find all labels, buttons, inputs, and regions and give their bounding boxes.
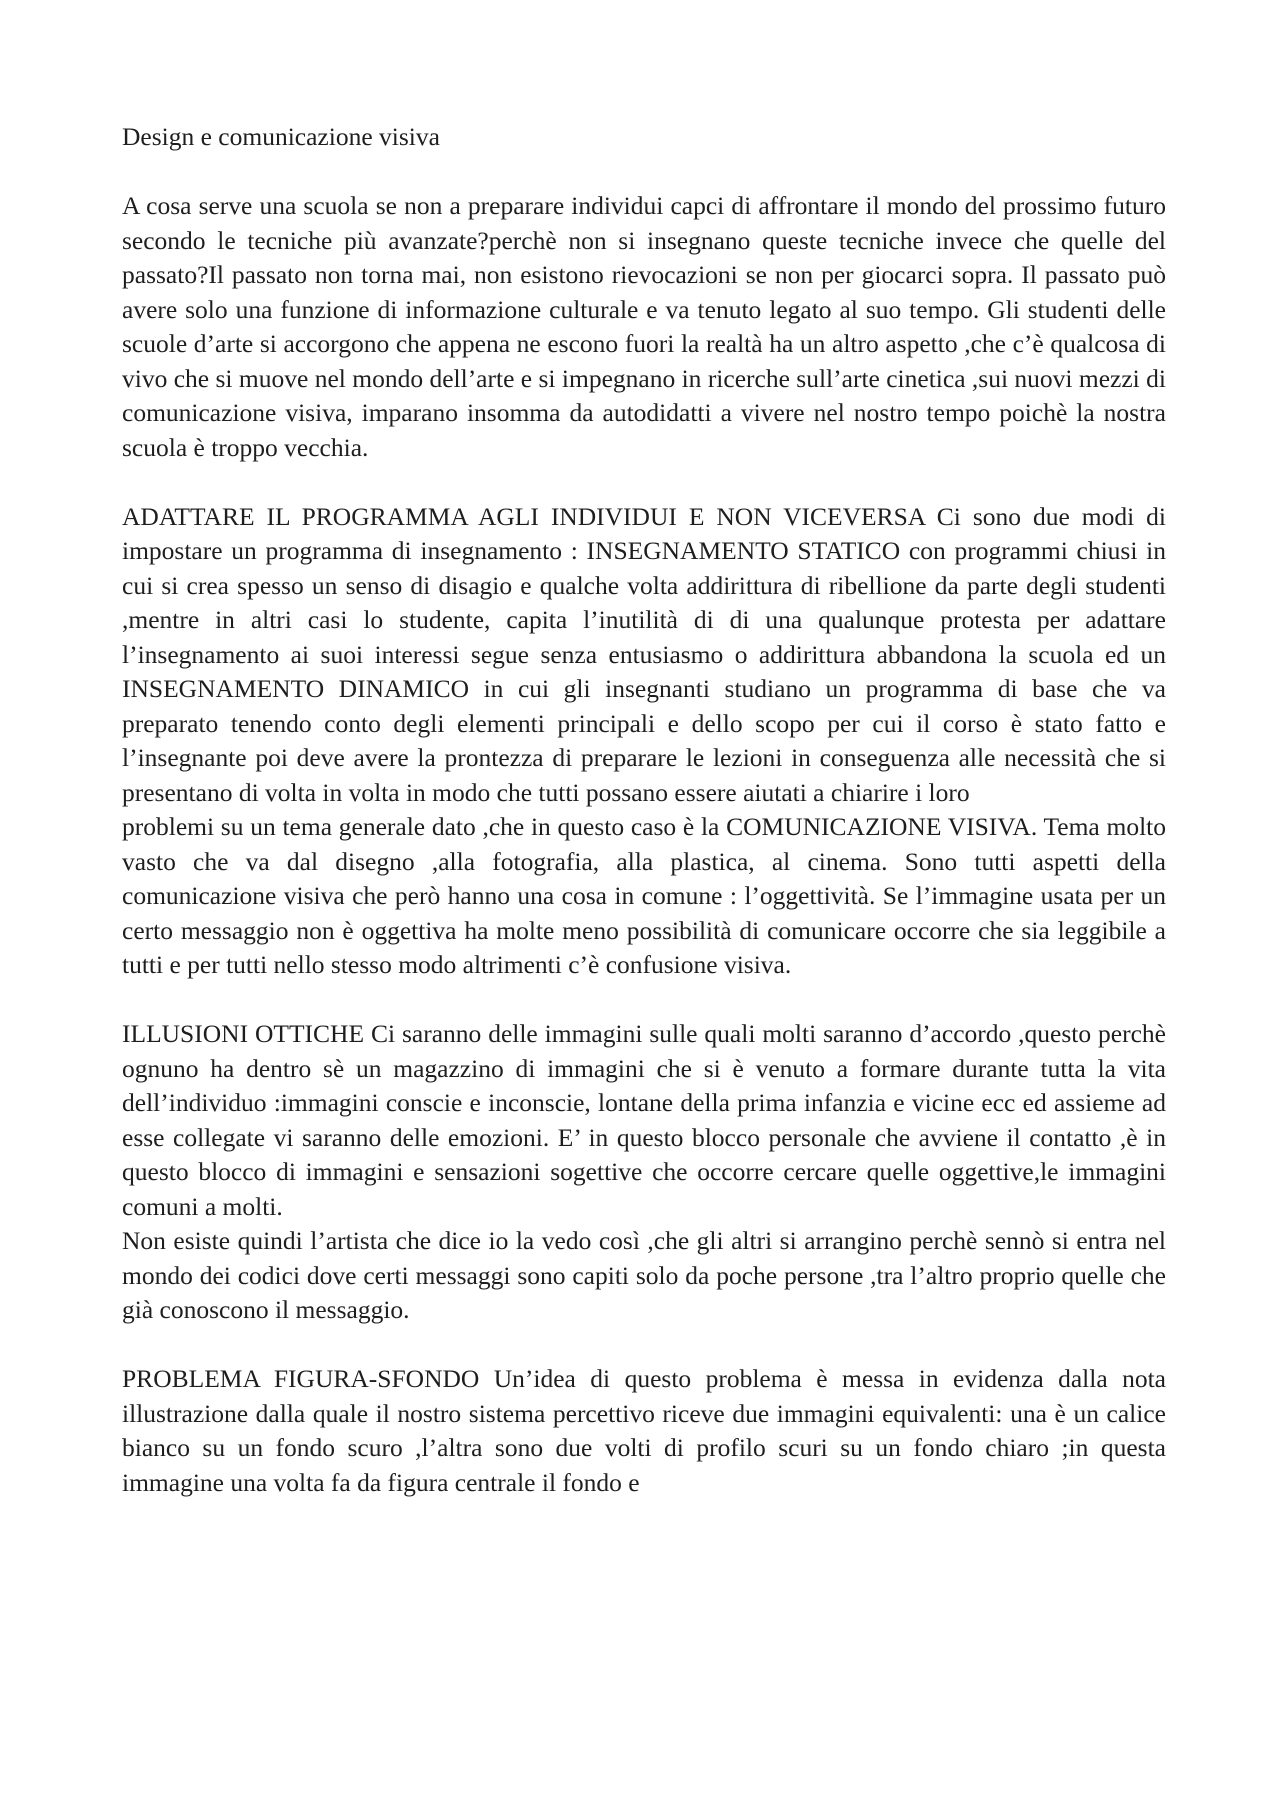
- paragraph-adapt-program: ADATTARE IL PROGRAMMA AGLI INDIVIDUI E NON VICEVERSA Ci sono due modi di impostare un programma di insegnamento : INSEGNAMENTO STATICO con programmi chiusi in cui si crea spesso un senso di disagio e qualche volta addirittura di ribellione da parte degli studenti ,mentre in altri casi lo studente, capita l’inutilità di di una qualunque protesta per adattare l’insegnamento ai suoi interessi segue senza entusiasmo o addirittura abbandona la scuola ed un INSEGNAMENTO DINAMICO in cui gli insegnanti studiano un programma di base che va preparato tenendo conto degli elementi principali e dello scopo per cui il corso è stato fatto e l’insegnante poi deve avere la prontezza di preparare le lezioni in conseguenza alle necessità che si presentano di volta in volta in modo che tutti possano essere aiutati a chiarire i loro: [122, 501, 1166, 807]
- paragraph-visual-communication: problemi su un tema generale dato ,che in questo caso è la COMUNICAZIONE VISIVA. Tema molto vasto che va dal disegno ,alla fotografia, alla plastica, al cinema. Sono tutti aspetti della comunicazione visiva che però hanno una cosa in comune : l’oggettività. Se l’immagine usata per un certo messaggio non è oggettiva ha molte meno possibilità di comunicare occorre che sia leggibile a tutti e per tutti nello stesso modo altrimenti c’è confusione visiva.: [122, 812, 1166, 979]
- document-body: [122, 120, 1166, 1500]
- document-title: Design e comunicazione visiva: [122, 122, 440, 151]
- paragraph-school-purpose: A cosa serve una scuola se non a preparare individui capci di affrontare il mondo del prossimo futuro secondo le tecniche più avanzate?perchè non si insegnano queste tecniche invece che quelle del passato?Il passato non torna mai, non esistono rievocazioni se non per giocarci sopra. Il passato può avere solo una funzione di informazione culturale e va tenuto legato al suo tempo. Gli studenti delle scuole d’arte si accorgono che appena ne escono fuori la realtà ha un altro aspetto ,che c’è qualcosa di vivo che si muove nel mondo dell’arte e si impegnano in ricerche sull’arte cinetica ,sui nuovi mezzi di comunicazione visiva, imparano insomma da autodidatti a vivere nel nostro tempo poichè la nostra scuola è troppo vecchia.: [122, 191, 1166, 462]
- paragraph-optical-illusions: ILLUSIONI OTTICHE Ci saranno delle immagini sulle quali molti saranno d’accordo ,questo perchè ognuno ha dentro sè un magazzino di immagini che si è venuto a formare durante tutta la vita dell’individuo :immagini conscie e inconscie, lontane della prima infanzia e vicine ecc ed assieme ad esse collegate vi saranno delle emozioni. E’ in questo blocco personale che avviene il contatto ,è in questo blocco di immagini e sensazioni sogettive che occorre cercare quelle oggettive,le immagini comuni a molti.: [122, 1019, 1166, 1221]
- paragraph-artist-codes: Non esiste quindi l’artista che dice io la vedo così ,che gli altri si arrangino perchè sennò si entra nel mondo dei codici dove certi messaggi sono capiti solo da poche persone ,tra l’altro proprio quelle che già conoscono il messaggio.: [122, 1226, 1166, 1324]
- paragraph-figure-ground: PROBLEMA FIGURA-SFONDO Un’idea di questo problema è messa in evidenza dalla nota illustrazione dalla quale il nostro sistema percettivo riceve due immagini equivalenti: una è un calice bianco su un fondo scuro ,l’altra sono due volti di profilo scuri su un fondo chiaro ;in questa immagine una volta fa da figura centrale il fondo e: [122, 1364, 1166, 1497]
